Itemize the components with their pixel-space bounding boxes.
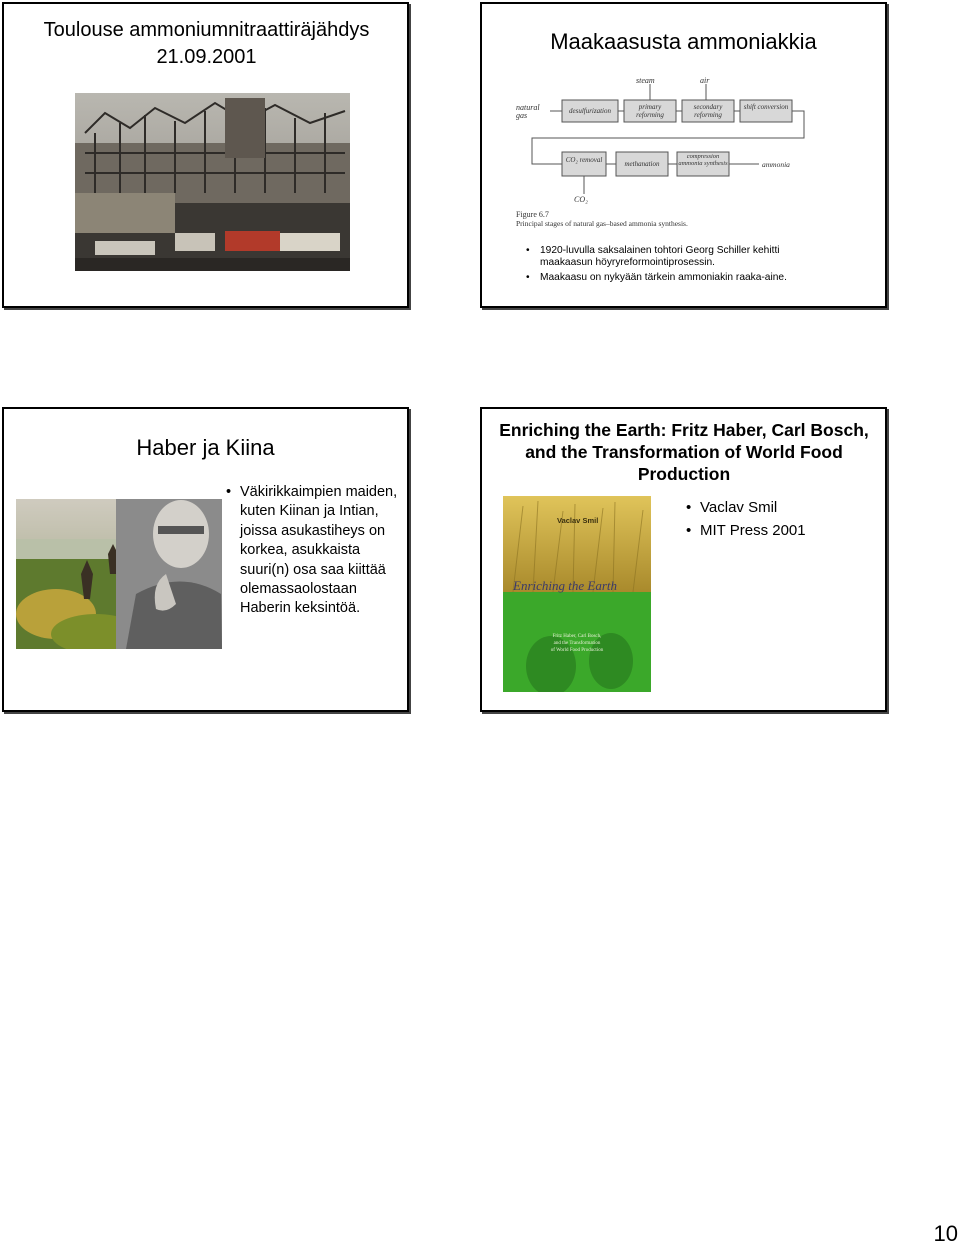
label-desulfurization: desulfurization xyxy=(568,107,611,115)
bullet-icon: • xyxy=(686,522,692,539)
label-secondary-reforming: secondary reforming xyxy=(693,103,723,119)
bullet-list xyxy=(524,245,834,284)
label-methanation: methanation xyxy=(624,160,660,168)
explosion-ruins-photo xyxy=(75,93,350,271)
bullet-list xyxy=(684,496,874,542)
list-item xyxy=(524,272,834,284)
slide-title: Toulouse ammoniumnitraattiräjähdys 21.09.2001 xyxy=(43,19,370,68)
book-subtitle-line: Fritz Haber, Carl Bosch, xyxy=(552,634,602,639)
bullet-icon: • xyxy=(526,245,530,256)
bullet-text: MIT Press 2001 xyxy=(700,522,806,539)
bullet-icon: • xyxy=(686,499,692,516)
list-item xyxy=(524,245,834,269)
figure-caption: Principal stages of natural gas–based ammonia synthesis. xyxy=(516,219,688,228)
slide-natural-gas-ammonia xyxy=(480,2,887,308)
figure-number: Figure 6.7 xyxy=(516,210,549,219)
book-subtitle xyxy=(537,633,617,654)
slide-title: Haber ja Kiina xyxy=(136,435,275,460)
slide-toulouse-explosion xyxy=(2,2,409,308)
label-natural-gas: natural gas xyxy=(516,103,540,120)
book-subtitle-line: and the Transformation xyxy=(553,641,601,646)
label-ammonia: ammonia xyxy=(762,160,790,169)
haber-portrait-and-farmers-photo xyxy=(16,499,222,649)
label-steam: steam xyxy=(636,76,655,85)
slide-title: Enriching the Earth: Fritz Haber, Carl Bosch, and the Transformation of World Food Production xyxy=(499,420,869,484)
label-co2: CO₂ xyxy=(574,195,588,204)
bullet-text: Maakaasu on nykyään tärkein ammoniakin raaka-aine. xyxy=(540,272,787,283)
label-compression-synthesis: compression ammonia synthesis xyxy=(678,153,728,167)
list-item xyxy=(684,519,874,542)
bullet-text: 1920-luvulla saksalainen tohtori Georg Schiller kehitti maakaasun höyryreformointiprosessin. xyxy=(540,245,780,268)
bullet-icon: • xyxy=(226,484,232,500)
bullet-icon: • xyxy=(526,272,530,283)
book-subtitle-line: of World Food Production xyxy=(550,648,604,653)
slide-enriching-the-earth xyxy=(480,407,887,712)
bullet-list xyxy=(224,483,399,619)
list-item xyxy=(224,483,399,619)
slide-title: Maakaasusta ammoniakkia xyxy=(550,29,817,54)
label-air: air xyxy=(700,76,710,85)
ammonia-synthesis-diagram xyxy=(514,76,844,234)
label-co2-removal: CO₂ removal xyxy=(565,156,603,164)
label-primary-reforming: primary reforming xyxy=(636,103,664,119)
list-item xyxy=(684,496,874,519)
book-cover-image xyxy=(503,496,651,692)
bullet-text: Väkirikkaimpien maiden, kuten Kiinan ja Intian, joissa asukastiheys on korkea, asukkaista suuri(n) osa saa kiittää olemassaolostaan Haberin keksintöä. xyxy=(240,484,398,617)
book-author: Vaclav Smil xyxy=(557,516,599,525)
label-shift-conversion: shift conversion xyxy=(743,103,789,111)
page-number: 10 xyxy=(933,1221,958,1246)
book-title: Enriching the Earth xyxy=(513,578,617,593)
bullet-text: Vaclav Smil xyxy=(700,499,778,516)
slide-haber-china xyxy=(2,407,409,712)
